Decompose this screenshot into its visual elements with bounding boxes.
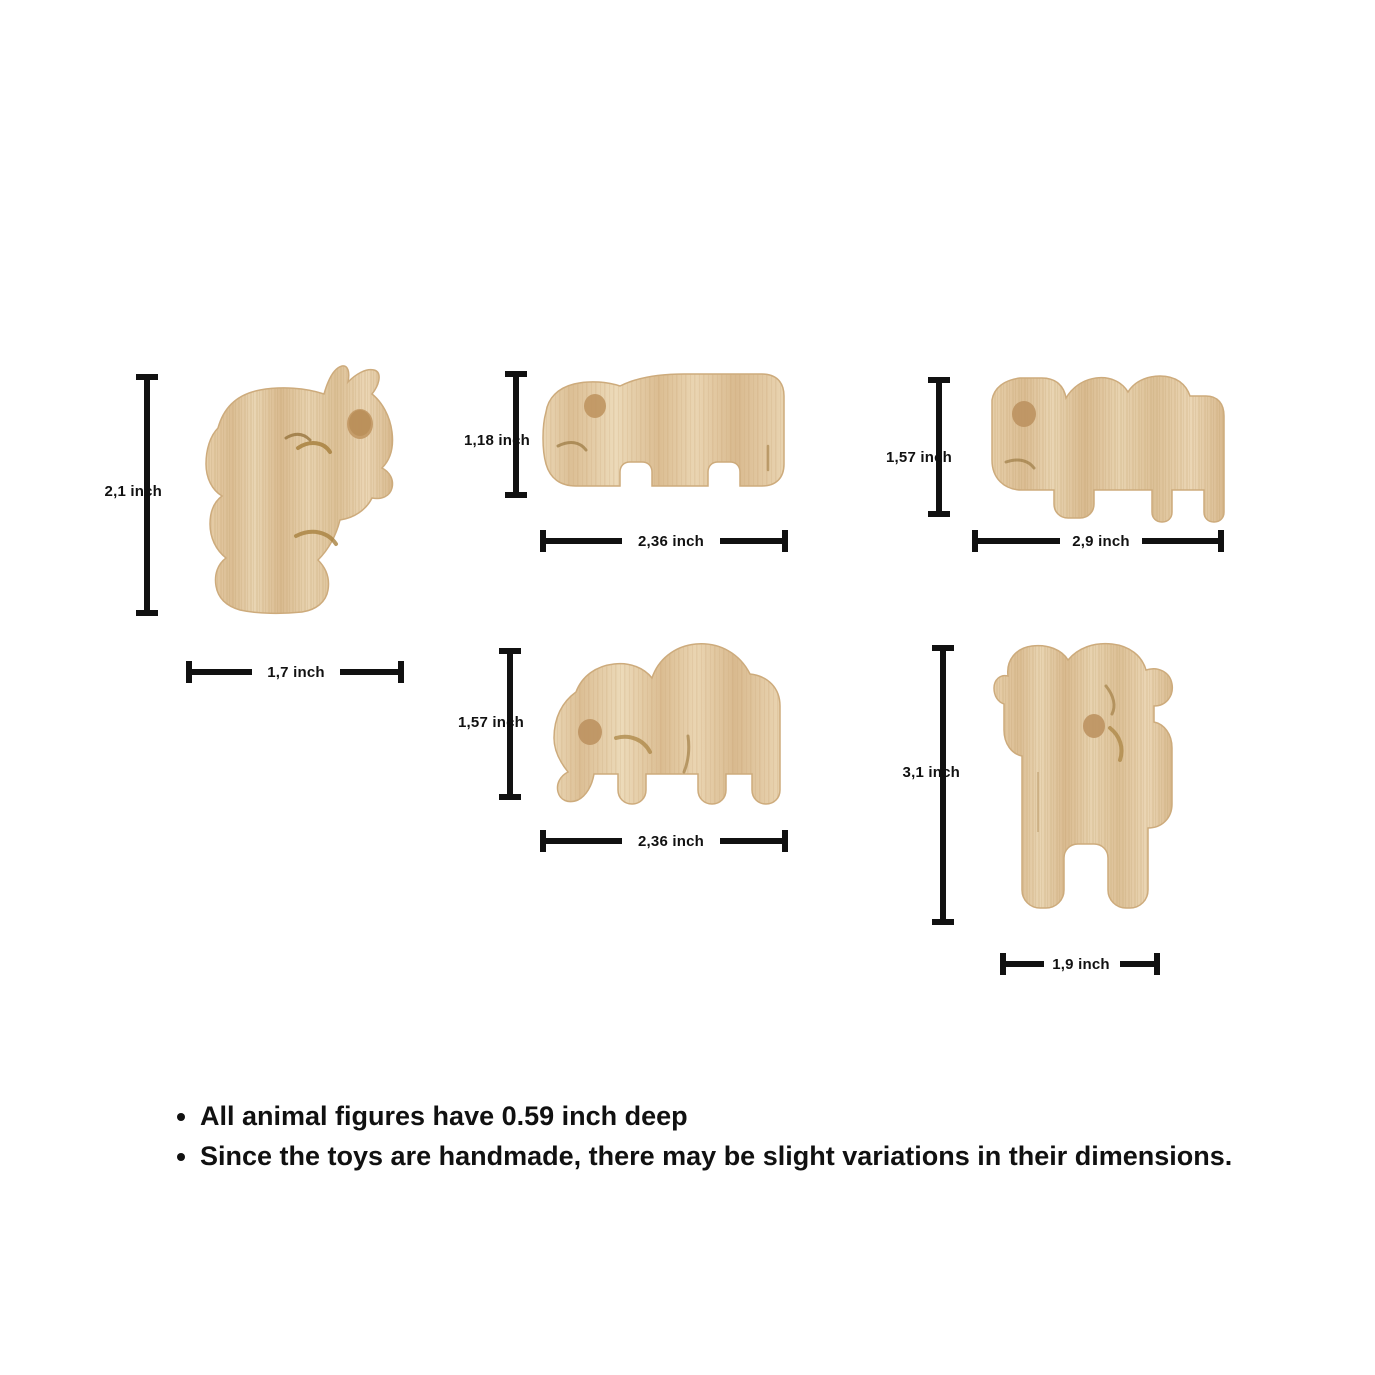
dimension-cap [782, 830, 788, 852]
hippo-shape [532, 360, 800, 512]
notes-list [160, 1098, 1280, 1175]
hippo-svg [532, 360, 800, 512]
dimension-cap [928, 511, 950, 517]
dimension-cap [499, 648, 521, 654]
camel-width-label: 2,9 inch [1072, 533, 1130, 550]
dimension-cap [972, 530, 978, 552]
dimension-cap [136, 374, 158, 380]
dimension-cap [782, 530, 788, 552]
elephant-shape [534, 634, 800, 814]
dimension-cap [540, 830, 546, 852]
dimension-cap [932, 645, 954, 651]
note-item: • Since the toys are handmade, there may be slight variations in their dimensions. [200, 1138, 1280, 1174]
squirrel-height-label: 2,1 inch [104, 483, 162, 500]
dimension-cap [186, 661, 192, 683]
dimension-cap [136, 610, 158, 616]
dimension-cap [398, 661, 404, 683]
notes-block [160, 1098, 1280, 1179]
dimension-cap [1218, 530, 1224, 552]
squirrel-width-label: 1,7 inch [267, 664, 325, 681]
dimension-cap [932, 919, 954, 925]
elephant-height-label: 1,57 inch [458, 714, 524, 731]
squirrel-svg [178, 360, 418, 622]
dimension-cap [540, 530, 546, 552]
moose-height-dimension-line [940, 645, 946, 925]
elephant-width-label: 2,36 inch [638, 833, 704, 850]
camel-shape [976, 366, 1232, 530]
camel-svg [976, 366, 1232, 530]
squirrel-shape [178, 360, 418, 622]
hippo-height-label: 1,18 inch [464, 432, 530, 449]
dimension-cap [1000, 953, 1006, 975]
hippo-width-label: 2,36 inch [638, 533, 704, 550]
camel-height-label: 1,57 inch [886, 449, 952, 466]
moose-shape [978, 632, 1194, 932]
dimension-cap [499, 794, 521, 800]
dimension-cap [1154, 953, 1160, 975]
dimension-cap [505, 492, 527, 498]
moose-svg [978, 632, 1194, 932]
dimension-cap [928, 377, 950, 383]
elephant-svg [534, 634, 800, 814]
note-item: • All animal figures have 0.59 inch deep [200, 1098, 1280, 1134]
camel-height-dimension-line [936, 377, 942, 517]
moose-width-label: 1,9 inch [1052, 956, 1110, 973]
dimension-cap [505, 371, 527, 377]
moose-height-label: 3,1 inch [902, 764, 960, 781]
